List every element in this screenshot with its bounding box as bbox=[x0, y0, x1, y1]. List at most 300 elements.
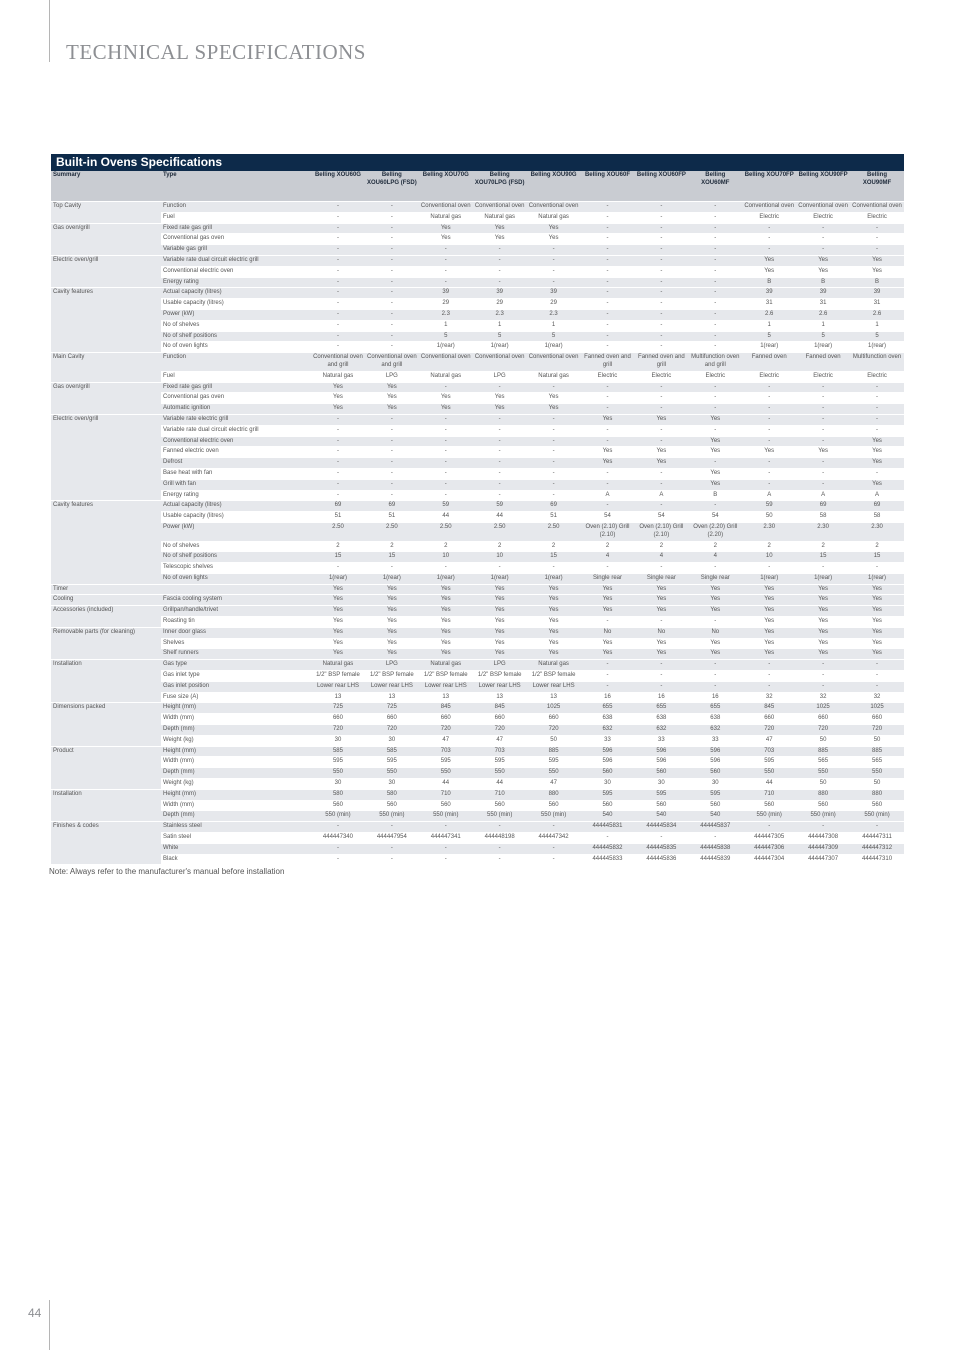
row-type-label: No of shelf positions bbox=[161, 331, 311, 342]
table-cell: - bbox=[419, 468, 473, 479]
table-cell: - bbox=[311, 843, 365, 854]
table-cell: Oven (2.10) Grill (2.10) bbox=[581, 522, 635, 541]
table-cell: Yes bbox=[850, 255, 904, 266]
table-cell: - bbox=[527, 436, 581, 447]
table-cell: Yes bbox=[742, 649, 796, 660]
table-cell: 44 bbox=[419, 779, 473, 790]
table-cell: - bbox=[581, 202, 635, 213]
table-cell: Yes bbox=[634, 584, 688, 595]
table-cell: 1(rear) bbox=[742, 342, 796, 353]
table-cell: Yes bbox=[527, 617, 581, 628]
table-cell: 845 bbox=[473, 703, 527, 714]
table-cell: Yes bbox=[688, 447, 742, 458]
table-cell: 4 bbox=[581, 552, 635, 563]
table-cell: Electric bbox=[634, 371, 688, 382]
table-cell: 1(rear) bbox=[850, 342, 904, 353]
table-cell: - bbox=[688, 425, 742, 436]
table-cell: Yes bbox=[688, 436, 742, 447]
table-cell: 595 bbox=[473, 757, 527, 768]
table-cell: - bbox=[634, 436, 688, 447]
table-cell: Yes bbox=[634, 606, 688, 617]
table-cell: 50 bbox=[850, 779, 904, 790]
table-cell: 540 bbox=[581, 811, 635, 822]
table-row bbox=[51, 617, 904, 628]
table-cell: - bbox=[473, 382, 527, 393]
table-cell: Yes bbox=[796, 617, 850, 628]
table-cell: Yes bbox=[473, 627, 527, 638]
table-cell: 1025 bbox=[850, 703, 904, 714]
table-row bbox=[51, 854, 904, 865]
section-label: Cavity features bbox=[51, 288, 161, 353]
table-cell: - bbox=[796, 458, 850, 469]
table-cell: 550 (min) bbox=[527, 811, 581, 822]
table-cell: Yes bbox=[365, 649, 419, 660]
table-cell: 595 bbox=[311, 757, 365, 768]
table-cell: Yes bbox=[581, 447, 635, 458]
table-cell: 550 bbox=[796, 768, 850, 779]
table-cell: - bbox=[688, 833, 742, 844]
table-cell: Yes bbox=[527, 606, 581, 617]
row-type-label: Depth (mm) bbox=[161, 768, 311, 779]
table-title: Built-in Ovens Specifications bbox=[51, 154, 904, 171]
table-cell: - bbox=[796, 681, 850, 692]
table-cell: 540 bbox=[688, 811, 742, 822]
header-model: Belling XOU60F bbox=[581, 171, 635, 202]
table-cell: Conventional oven and grill bbox=[311, 353, 365, 372]
table-cell: - bbox=[634, 223, 688, 234]
table-cell: - bbox=[527, 255, 581, 266]
table-row bbox=[51, 436, 904, 447]
table-cell: Yes bbox=[688, 414, 742, 425]
section-label: Removable parts (for cleaning) bbox=[51, 627, 161, 659]
table-row bbox=[51, 414, 904, 425]
table-row bbox=[51, 353, 904, 372]
table-cell: - bbox=[473, 447, 527, 458]
table-cell: 47 bbox=[527, 779, 581, 790]
table-cell: 660 bbox=[796, 714, 850, 725]
table-cell: Natural gas bbox=[473, 212, 527, 223]
table-cell: - bbox=[688, 255, 742, 266]
table-cell: - bbox=[365, 490, 419, 501]
row-type-label: Automatic ignition bbox=[161, 404, 311, 415]
table-cell: 720 bbox=[365, 725, 419, 736]
table-cell: - bbox=[473, 277, 527, 288]
table-cell: Lower rear LHS bbox=[527, 681, 581, 692]
table-cell: - bbox=[688, 660, 742, 671]
header-model: Belling XOU60G bbox=[311, 171, 365, 202]
table-cell: 560 bbox=[850, 800, 904, 811]
table-cell: - bbox=[473, 425, 527, 436]
table-cell: - bbox=[581, 245, 635, 256]
table-cell: - bbox=[634, 202, 688, 213]
table-cell: - bbox=[419, 458, 473, 469]
table-cell: 69 bbox=[796, 501, 850, 512]
table-cell: - bbox=[419, 822, 473, 833]
table-cell: - bbox=[365, 843, 419, 854]
table-cell: Yes bbox=[419, 584, 473, 595]
table-cell: - bbox=[850, 223, 904, 234]
table-cell: 54 bbox=[581, 512, 635, 523]
table-cell: Single rear bbox=[581, 573, 635, 584]
table-cell: - bbox=[365, 342, 419, 353]
table-cell: - bbox=[742, 382, 796, 393]
table-cell: Electric bbox=[581, 371, 635, 382]
table-cell: 33 bbox=[634, 735, 688, 746]
table-cell: 1(rear) bbox=[365, 573, 419, 584]
table-cell: Yes bbox=[311, 393, 365, 404]
table-cell: 31 bbox=[796, 299, 850, 310]
table-cell: 560 bbox=[527, 800, 581, 811]
table-cell: - bbox=[419, 425, 473, 436]
table-cell: - bbox=[527, 479, 581, 490]
row-type-label: Usable capacity (litres) bbox=[161, 299, 311, 310]
table-cell: - bbox=[688, 404, 742, 415]
table-cell: - bbox=[742, 245, 796, 256]
table-cell: 29 bbox=[473, 299, 527, 310]
table-cell: Yes bbox=[581, 458, 635, 469]
table-cell: Yes bbox=[419, 627, 473, 638]
table-cell: - bbox=[688, 309, 742, 320]
table-cell: - bbox=[527, 458, 581, 469]
table-cell: Yes bbox=[527, 393, 581, 404]
table-row bbox=[51, 382, 904, 393]
table-cell: - bbox=[742, 234, 796, 245]
table-cell: - bbox=[634, 255, 688, 266]
table-cell: Yes bbox=[581, 414, 635, 425]
table-cell: 2.3 bbox=[473, 309, 527, 320]
row-type-label: Usable capacity (litres) bbox=[161, 512, 311, 523]
table-cell: 13 bbox=[419, 692, 473, 703]
table-row bbox=[51, 541, 904, 552]
row-type-label: Conventional gas oven bbox=[161, 393, 311, 404]
table-cell: - bbox=[311, 331, 365, 342]
table-cell: 50 bbox=[850, 735, 904, 746]
table-cell: - bbox=[365, 854, 419, 865]
table-cell: 1 bbox=[527, 320, 581, 331]
table-row bbox=[51, 725, 904, 736]
table-row bbox=[51, 522, 904, 541]
table-cell: 720 bbox=[742, 725, 796, 736]
table-cell: - bbox=[311, 288, 365, 299]
table-cell: 32 bbox=[796, 692, 850, 703]
table-cell: - bbox=[688, 617, 742, 628]
table-cell: - bbox=[473, 479, 527, 490]
table-cell: 720 bbox=[796, 725, 850, 736]
table-cell: Yes bbox=[850, 266, 904, 277]
table-cell: LPG bbox=[365, 660, 419, 671]
table-cell: - bbox=[581, 479, 635, 490]
table-cell: - bbox=[850, 822, 904, 833]
table-cell: - bbox=[688, 563, 742, 574]
table-cell: 39 bbox=[419, 288, 473, 299]
table-cell: - bbox=[365, 245, 419, 256]
table-cell: 880 bbox=[527, 789, 581, 800]
row-type-label: Actual capacity (litres) bbox=[161, 501, 311, 512]
table-cell: 655 bbox=[634, 703, 688, 714]
table-row bbox=[51, 627, 904, 638]
table-cell: - bbox=[419, 277, 473, 288]
table-cell: Yes bbox=[473, 234, 527, 245]
table-cell: - bbox=[634, 671, 688, 682]
table-cell: - bbox=[796, 822, 850, 833]
table-cell: 1 bbox=[419, 320, 473, 331]
row-type-label: Fuel bbox=[161, 371, 311, 382]
row-type-label: Fixed rate gas grill bbox=[161, 223, 311, 234]
table-cell: Yes bbox=[419, 638, 473, 649]
row-type-label: Weight (kg) bbox=[161, 779, 311, 790]
table-row bbox=[51, 692, 904, 703]
table-cell: 560 bbox=[796, 800, 850, 811]
table-cell: - bbox=[850, 468, 904, 479]
row-type-label: Fuel bbox=[161, 212, 311, 223]
table-cell: Yes bbox=[311, 606, 365, 617]
table-cell: Conventional oven bbox=[742, 202, 796, 213]
table-cell: 59 bbox=[742, 501, 796, 512]
table-cell: - bbox=[365, 320, 419, 331]
table-cell: A bbox=[634, 490, 688, 501]
table-cell: Yes bbox=[419, 595, 473, 606]
table-cell: - bbox=[581, 277, 635, 288]
header-model: Belling XOU60LPG (FSD) bbox=[365, 171, 419, 202]
table-cell: 444445833 bbox=[581, 854, 635, 865]
table-cell: 655 bbox=[581, 703, 635, 714]
table-cell: - bbox=[742, 223, 796, 234]
table-cell: - bbox=[581, 660, 635, 671]
table-cell: 595 bbox=[688, 789, 742, 800]
table-cell: - bbox=[527, 414, 581, 425]
table-cell: 2 bbox=[581, 541, 635, 552]
row-type-label bbox=[161, 584, 311, 595]
table-cell: Conventional oven bbox=[527, 202, 581, 213]
table-cell: Yes bbox=[365, 617, 419, 628]
table-cell: Yes bbox=[365, 404, 419, 415]
table-cell: 2 bbox=[473, 541, 527, 552]
table-cell: - bbox=[742, 425, 796, 436]
table-cell: Yes bbox=[365, 638, 419, 649]
table-cell: Yes bbox=[688, 595, 742, 606]
table-cell: - bbox=[581, 681, 635, 692]
table-cell: B bbox=[796, 277, 850, 288]
table-cell: - bbox=[311, 299, 365, 310]
row-type-label: Telescopic shelves bbox=[161, 563, 311, 574]
table-cell: 31 bbox=[742, 299, 796, 310]
table-cell: 44 bbox=[473, 779, 527, 790]
table-cell: No bbox=[581, 627, 635, 638]
table-cell: - bbox=[527, 822, 581, 833]
table-cell: 44 bbox=[473, 512, 527, 523]
table-cell: - bbox=[419, 266, 473, 277]
table-cell: 885 bbox=[527, 746, 581, 757]
table-cell: Electric bbox=[742, 212, 796, 223]
table-cell: 540 bbox=[634, 811, 688, 822]
table-cell: - bbox=[527, 382, 581, 393]
table-cell: 5 bbox=[473, 331, 527, 342]
table-cell: - bbox=[419, 479, 473, 490]
table-cell: Yes bbox=[796, 266, 850, 277]
table-cell: Yes bbox=[527, 404, 581, 415]
table-cell: Yes bbox=[365, 393, 419, 404]
table-cell: - bbox=[581, 436, 635, 447]
table-cell: 444447341 bbox=[419, 833, 473, 844]
table-cell: 638 bbox=[688, 714, 742, 725]
row-type-label: Depth (mm) bbox=[161, 811, 311, 822]
table-cell: - bbox=[311, 255, 365, 266]
table-cell: 5 bbox=[527, 331, 581, 342]
table-cell: - bbox=[311, 563, 365, 574]
table-cell: - bbox=[796, 425, 850, 436]
table-cell: Yes bbox=[419, 617, 473, 628]
table-cell: Yes bbox=[742, 266, 796, 277]
table-cell: - bbox=[419, 414, 473, 425]
table-cell: - bbox=[796, 479, 850, 490]
table-cell: - bbox=[581, 671, 635, 682]
table-cell: 550 bbox=[742, 768, 796, 779]
table-cell: - bbox=[311, 309, 365, 320]
table-cell: - bbox=[796, 393, 850, 404]
table-cell: - bbox=[311, 490, 365, 501]
table-cell: Yes bbox=[850, 584, 904, 595]
table-cell: 16 bbox=[688, 692, 742, 703]
table-cell: Conventional oven bbox=[419, 202, 473, 213]
table-cell: - bbox=[311, 342, 365, 353]
table-cell: 444447340 bbox=[311, 833, 365, 844]
table-row bbox=[51, 342, 904, 353]
footnote: Note: Always refer to the manufacturer's manual before installation bbox=[49, 867, 285, 876]
table-cell: 560 bbox=[634, 800, 688, 811]
table-cell: 550 (min) bbox=[742, 811, 796, 822]
table-row bbox=[51, 266, 904, 277]
table-cell: 1/2" BSP female bbox=[311, 671, 365, 682]
table-cell: 638 bbox=[581, 714, 635, 725]
table-cell: - bbox=[581, 288, 635, 299]
table-cell: - bbox=[365, 202, 419, 213]
table-cell: - bbox=[581, 299, 635, 310]
table-cell: - bbox=[581, 382, 635, 393]
table-cell: Yes bbox=[850, 627, 904, 638]
table-cell: Yes bbox=[311, 382, 365, 393]
table-cell: Yes bbox=[419, 649, 473, 660]
table-cell: - bbox=[311, 414, 365, 425]
table-cell: Yes bbox=[473, 595, 527, 606]
table-cell: 16 bbox=[581, 692, 635, 703]
table-row bbox=[51, 393, 904, 404]
row-type-label: Shelf runners bbox=[161, 649, 311, 660]
table-cell: Yes bbox=[581, 584, 635, 595]
table-cell: - bbox=[742, 822, 796, 833]
table-cell: 39 bbox=[742, 288, 796, 299]
table-cell: 595 bbox=[581, 789, 635, 800]
table-cell: 1(rear) bbox=[796, 573, 850, 584]
table-cell: Yes bbox=[688, 638, 742, 649]
table-cell: 660 bbox=[473, 714, 527, 725]
table-cell: - bbox=[311, 458, 365, 469]
row-type-label: Defrost bbox=[161, 458, 311, 469]
table-cell: Yes bbox=[850, 436, 904, 447]
row-type-label: Gas type bbox=[161, 660, 311, 671]
table-cell: A bbox=[742, 490, 796, 501]
table-cell: Yes bbox=[581, 606, 635, 617]
table-cell: - bbox=[796, 234, 850, 245]
table-cell: 51 bbox=[527, 512, 581, 523]
table-cell: Yes bbox=[634, 414, 688, 425]
table-cell: 69 bbox=[850, 501, 904, 512]
table-cell: Natural gas bbox=[419, 660, 473, 671]
table-cell: - bbox=[581, 833, 635, 844]
table-cell: 444447306 bbox=[742, 843, 796, 854]
table-cell: Natural gas bbox=[527, 212, 581, 223]
table-cell: Natural gas bbox=[527, 371, 581, 382]
table-cell: - bbox=[850, 393, 904, 404]
table-cell: 50 bbox=[527, 735, 581, 746]
table-cell: - bbox=[473, 414, 527, 425]
table-cell: - bbox=[311, 277, 365, 288]
table-cell: - bbox=[688, 342, 742, 353]
table-cell: Yes bbox=[365, 606, 419, 617]
table-cell: 444447954 bbox=[365, 833, 419, 844]
table-cell: 2 bbox=[634, 541, 688, 552]
header-model: Belling XOU70G bbox=[419, 171, 473, 202]
table-cell: - bbox=[365, 255, 419, 266]
table-cell: 550 (min) bbox=[311, 811, 365, 822]
table-cell: 444445836 bbox=[634, 854, 688, 865]
table-cell: - bbox=[473, 458, 527, 469]
table-cell: Yes bbox=[527, 234, 581, 245]
table-cell: Lower rear LHS bbox=[473, 681, 527, 692]
table-cell: 585 bbox=[311, 746, 365, 757]
table-cell: 444445838 bbox=[688, 843, 742, 854]
table-cell: - bbox=[634, 212, 688, 223]
section-label: Dimensions packed bbox=[51, 703, 161, 746]
table-row bbox=[51, 757, 904, 768]
row-type-label: Variable rate dual circuit electric grill bbox=[161, 255, 311, 266]
table-cell: - bbox=[742, 563, 796, 574]
table-cell: - bbox=[634, 479, 688, 490]
table-cell: Lower rear LHS bbox=[419, 681, 473, 692]
table-row bbox=[51, 606, 904, 617]
table-cell: - bbox=[527, 563, 581, 574]
table-row bbox=[51, 638, 904, 649]
row-type-label: No of shelves bbox=[161, 541, 311, 552]
table-cell: A bbox=[850, 490, 904, 501]
table-cell: Yes bbox=[742, 606, 796, 617]
row-type-label: Width (mm) bbox=[161, 714, 311, 725]
table-cell: - bbox=[742, 479, 796, 490]
table-row bbox=[51, 584, 904, 595]
table-cell: Electric bbox=[742, 371, 796, 382]
table-cell: 550 (min) bbox=[796, 811, 850, 822]
table-cell: 5 bbox=[742, 331, 796, 342]
table-cell: Yes bbox=[850, 447, 904, 458]
table-cell: LPG bbox=[473, 371, 527, 382]
table-cell: - bbox=[850, 660, 904, 671]
table-row bbox=[51, 779, 904, 790]
table-row bbox=[51, 309, 904, 320]
table-cell: - bbox=[634, 331, 688, 342]
table-cell: - bbox=[688, 212, 742, 223]
table-row bbox=[51, 404, 904, 415]
table-cell: - bbox=[688, 266, 742, 277]
table-cell: 560 bbox=[634, 768, 688, 779]
table-cell: 29 bbox=[419, 299, 473, 310]
row-type-label: Stainless steel bbox=[161, 822, 311, 833]
table-cell: Conventional oven bbox=[850, 202, 904, 213]
table-cell: - bbox=[581, 331, 635, 342]
table-cell: - bbox=[311, 212, 365, 223]
table-cell: LPG bbox=[473, 660, 527, 671]
table-cell: Multifunction oven bbox=[850, 353, 904, 372]
table-cell: 444447342 bbox=[527, 833, 581, 844]
table-cell: 69 bbox=[311, 501, 365, 512]
